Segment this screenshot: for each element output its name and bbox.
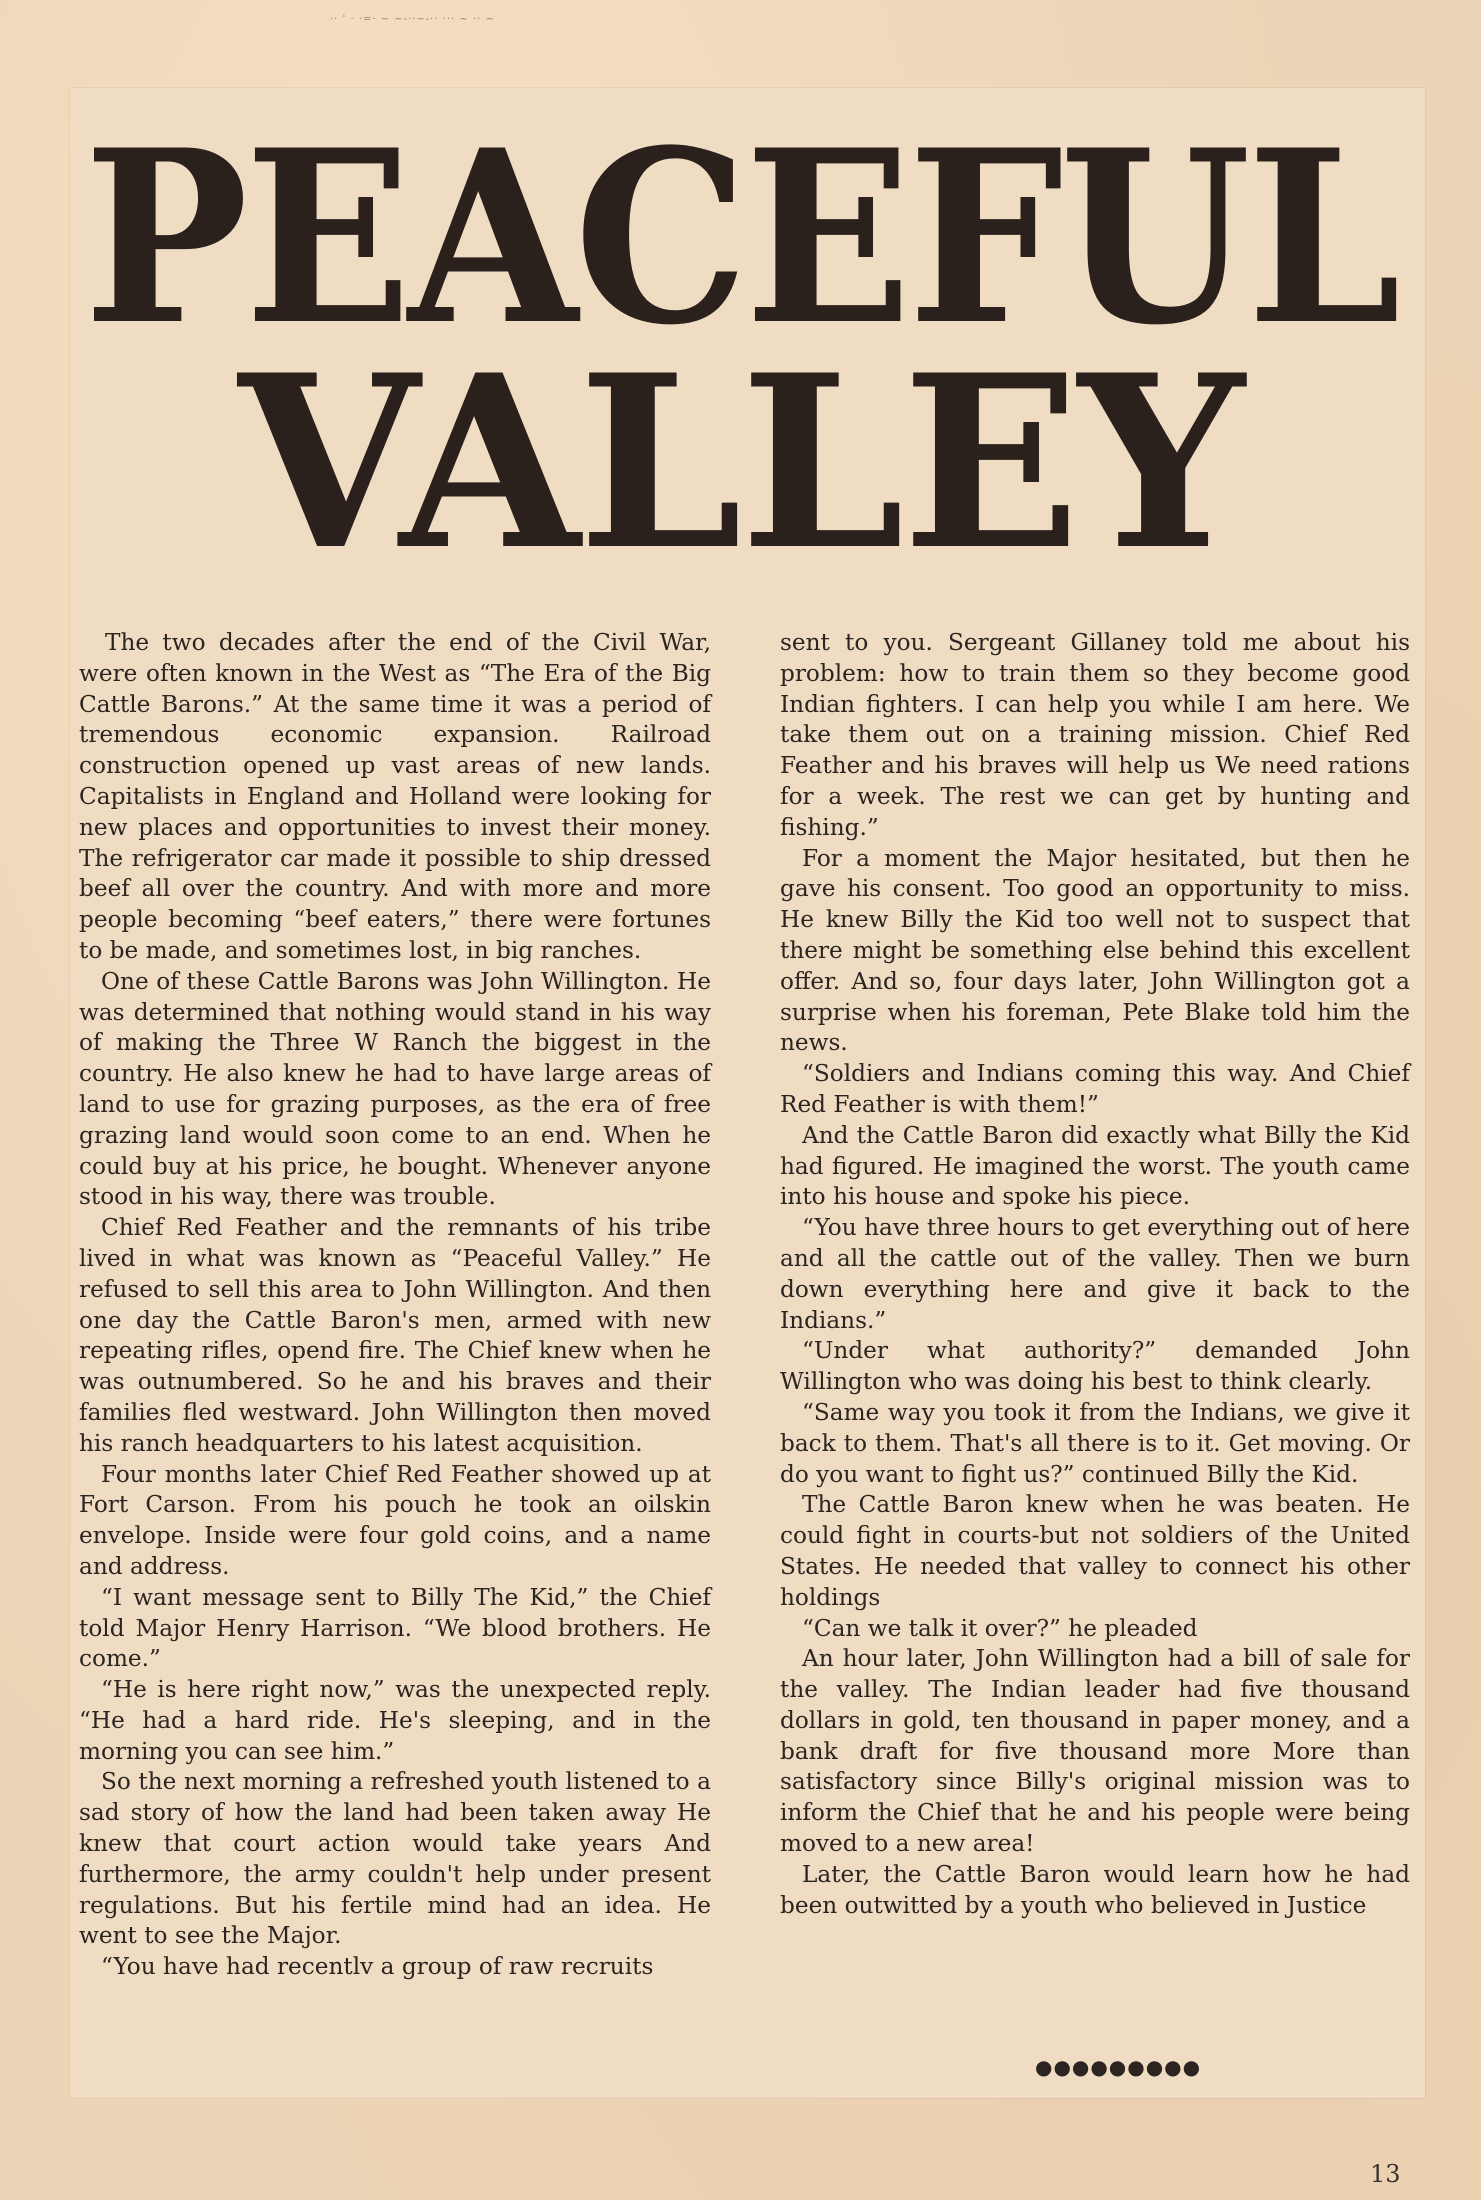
- paragraph: For a moment the Major hesitated, but then he gave his consent. Too good an opportunity to miss. He knew Billy the Kid too well not to suspect that there might be something else behind this excellent offer. And so, four days later, John Willington got a surprise when his foreman, Pete Blake told him the news.: [780, 844, 1410, 1057]
- paragraph: “Can we talk it over?” he pleaded: [802, 1614, 1198, 1642]
- paragraph: So the next morning a refreshed youth listened to a sad story of how the land had been taken away He knew that court action would take years And furthermore, the army couldn't help under present regulations. But his fertile mind had an idea. He went to see the Major.: [79, 1768, 711, 1950]
- left-column: [79, 628, 711, 1983]
- paragraph: “I want message sent to Billy The Kid,” the Chief told Major Henry Harrison. “We blood brothers. He come.”: [79, 1583, 711, 1673]
- paragraph: An hour later, John Willington had a bill of sale for the valley. The Indian leader had five thousand dollars in gold, ten thousand in paper money, and a bank draft for five thousand more More than satisfactory since Billy's original mission was to inform the Chief that he and his people were being moved to a new area!: [780, 1645, 1410, 1858]
- paragraph: Chief Red Feather and the remnants of his tribe lived in what was known as “Peaceful Valley.” He refused to sell this area to John Willington. And then one day the Cattle Baron's men, armed with new repeating rifles, opend fire. The Chief knew when he was outnumbered. So he and his braves and their families fled westward. John Willington then moved his ranch headquarters to his latest acquisition.: [79, 1214, 711, 1457]
- paragraph: “Under what authority?” demanded John Willington who was doing his best to think clearly.: [780, 1337, 1410, 1396]
- paragraph: “You have three hours to get everything out of here and all the cattle out of the valley. Then we burn down everything here and give it back to the Indians.”: [780, 1214, 1410, 1334]
- paragraph: “He is here right now,” was the unexpected reply. “He had a hard ride. He's sleeping, and in the morning you can see him.”: [79, 1676, 711, 1765]
- paragraph: “You have had recentlv a group of raw recruits: [101, 1953, 654, 1981]
- header-print-noise: ·· ' · ·=· ~ ~-··~-·· ··· ~ ·· ~: [330, 14, 495, 25]
- paragraph: “Soldiers and Indians coming this way. And Chief Red Feather is with them!”: [780, 1060, 1410, 1118]
- end-mark: ●●●●●●●●●: [1035, 2055, 1202, 2079]
- paragraph: “Same way you took it from the Indians, we give it back to them. That's all there is to it. Get moving. Or do you want to fight us?” continued Billy the Kid.: [780, 1398, 1410, 1488]
- title-line-2: VALLEY: [238, 324, 1243, 603]
- paragraph: And the Cattle Baron did exactly what Billy the Kid had figured. He imagined the worst. The youth came into his house and spoke his piece.: [780, 1121, 1410, 1211]
- title-line-1: PEACEFUL: [83, 99, 1398, 378]
- right-column: [780, 628, 1410, 1921]
- paragraph: Later, the Cattle Baron would learn how he had been outwitted by a youth who believed in Justice: [780, 1860, 1410, 1919]
- paragraph: Four months later Chief Red Feather showed up at Fort Carson. From his pouch he took an oilskin envelope. Inside were four gold coins, and a name and address.: [79, 1460, 711, 1580]
- paragraph: The two decades after the end of the Civil War, were often known in the West as “The Era of the Big Cattle Barons.” At the same time it was a period of tremendous economic expansion. Railroad construction opened up vast areas of new lands. Capitalists in England and Holland were looking for new places and opportunities to invest their money. The refrigerator car made it possible to ship dressed beef all over the country. And with more and more people becoming “beef eaters,” there were fortunes to be made, and sometimes lost, in big ranches.: [79, 629, 711, 964]
- paragraph: One of these Cattle Barons was John Willington. He was determined that nothing would stand in his way of making the Three W Ranch the biggest in the country. He also knew he had to have large areas of land to use for grazing purposes, as the era of free grazing land would soon come to an end. When he could buy at his price, he bought. Whenever anyone stood in his way, there was trouble.: [79, 967, 711, 1211]
- page-number: 13: [1370, 2160, 1401, 2188]
- paragraph: The Cattle Baron knew when he was beaten. He could fight in courts-but not soldiers of the United States. He needed that valley to connect his other holdings: [780, 1491, 1410, 1611]
- paragraph: sent to you. Sergeant Gillaney told me about his problem: how to train them so they become good Indian fighters. I can help you while I am here. We take them out on a training mission. Chief Red Feather and his braves will help us We need rations for a week. The rest we can get by hunting and fishing.”: [780, 629, 1410, 841]
